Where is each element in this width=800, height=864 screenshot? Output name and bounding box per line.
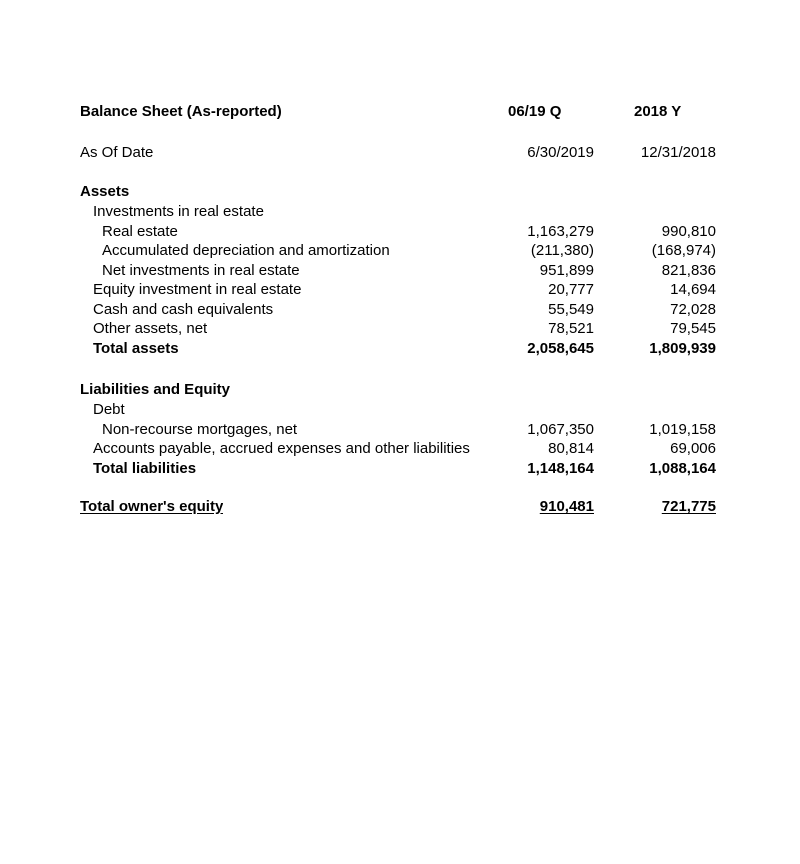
total-liabilities-col1: 1,148,164 — [527, 460, 594, 477]
total-equity-row — [0, 497, 800, 517]
total-equity-label: Total owner's equity — [80, 498, 224, 515]
as-of-date-row — [0, 143, 800, 163]
table-row — [0, 420, 800, 440]
debt-heading: Debt — [93, 401, 125, 418]
row-value-col2: 69,006 — [670, 440, 716, 457]
investments-heading-row — [0, 202, 800, 222]
row-value-col1: 1,067,350 — [527, 421, 594, 438]
row-value-col1: (211,380) — [530, 242, 594, 259]
total-assets-row — [0, 339, 800, 359]
total-equity-col1: 910,481 — [539, 498, 594, 515]
assets-heading-row — [0, 182, 800, 202]
row-value-col1: 951,899 — [539, 262, 594, 279]
row-value-col1: 78,521 — [548, 320, 594, 337]
row-label: Non-recourse mortgages, net — [102, 421, 298, 438]
total-assets-col2: 1,809,939 — [649, 340, 716, 357]
row-value-col1: 1,163,279 — [527, 223, 594, 240]
total-liabilities-label: Total liabilities — [93, 460, 197, 477]
total-equity-col2: 721,775 — [661, 498, 716, 515]
total-assets-label: Total assets — [93, 340, 179, 357]
table-row — [0, 280, 800, 300]
row-value-col2: 821,836 — [661, 262, 716, 279]
column-header-q2-2019: 06/19 Q — [508, 103, 562, 120]
table-row — [0, 261, 800, 281]
row-label: Net investments in real estate — [102, 262, 300, 279]
investments-heading: Investments in real estate — [93, 203, 264, 220]
row-value-col2: 1,019,158 — [649, 421, 716, 438]
total-assets-col1: 2,058,645 — [527, 340, 594, 357]
column-header-fy-2018: 2018 Y — [634, 103, 682, 120]
row-value-col2: 72,028 — [670, 301, 716, 318]
as-of-date-label: As Of Date — [80, 144, 154, 161]
sheet-title: Balance Sheet (As-reported) — [80, 103, 282, 120]
table-row — [0, 439, 800, 459]
row-label: Other assets, net — [93, 320, 208, 337]
assets-heading: Assets — [80, 183, 130, 200]
as-of-date-col1: 6/30/2019 — [527, 144, 594, 161]
total-liabilities-col2: 1,088,164 — [649, 460, 716, 477]
header-row — [0, 102, 800, 122]
table-row — [0, 241, 800, 261]
total-liabilities-row — [0, 459, 800, 479]
as-of-date-col2: 12/31/2018 — [640, 144, 716, 161]
liabilities-heading: Liabilities and Equity — [80, 381, 231, 398]
row-label: Equity investment in real estate — [93, 281, 302, 298]
table-row — [0, 222, 800, 242]
row-label: Accumulated depreciation and amortization — [102, 242, 390, 259]
table-row — [0, 319, 800, 339]
row-value-col2: 79,545 — [670, 320, 716, 337]
table-row — [0, 300, 800, 320]
row-value-col2: 14,694 — [670, 281, 716, 298]
row-label: Real estate — [102, 223, 178, 240]
row-value-col2: (168,974) — [651, 242, 716, 259]
row-value-col1: 20,777 — [548, 281, 594, 298]
row-value-col2: 990,810 — [661, 223, 716, 240]
row-value-col1: 55,549 — [548, 301, 594, 318]
row-label: Accounts payable, accrued expenses and other liabilities — [93, 440, 470, 457]
row-value-col1: 80,814 — [548, 440, 594, 457]
liabilities-heading-row — [0, 380, 800, 400]
row-label: Cash and cash equivalents — [93, 301, 274, 318]
debt-heading-row — [0, 400, 800, 420]
